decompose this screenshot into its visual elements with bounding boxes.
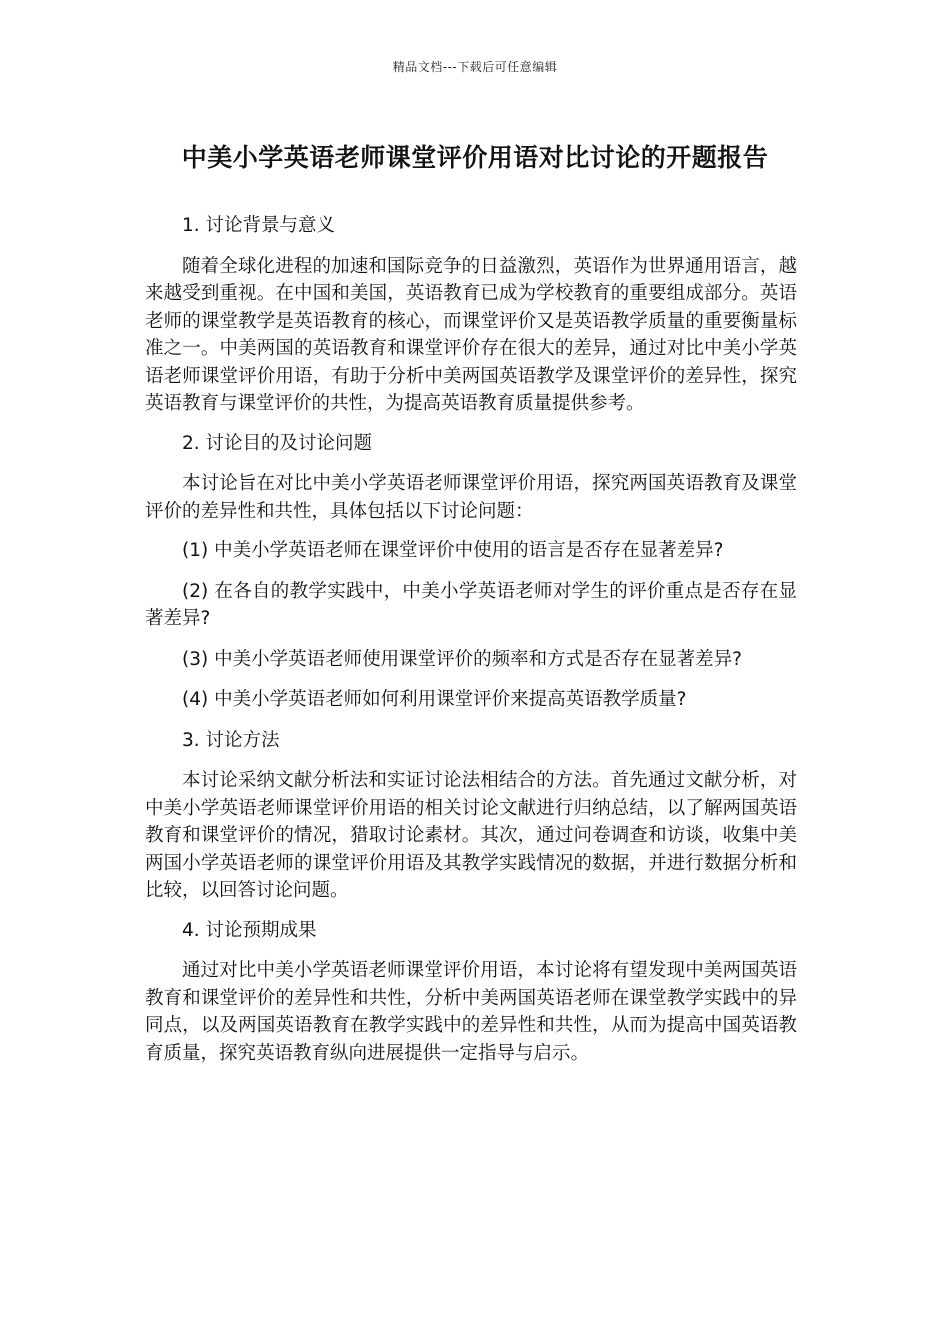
section-heading-methods: 3. 讨论方法 xyxy=(182,729,280,751)
paragraph-methods: 本讨论采纳文献分析法和实证讨论法相结合的方法。首先通过文献分析，对中美小学英语老师课堂评价用语的相关讨论文献进行归纳总结，以了解两国英语教育和课堂评价的情况，猎取讨论素材。其次，通过问卷调查和访谈，收集中美两国小学英语老师的课堂评价用语及其教学实践情况的数据，并进行数据分析和比较，以回答讨论问题。 xyxy=(145,770,797,901)
research-question-1: (1) 中美小学英语老师在课堂评价中使用的语言是否存在显著差异? xyxy=(182,540,724,561)
section-heading-objectives: 2. 讨论目的及讨论问题 xyxy=(182,432,373,454)
document-title: 中美小学英语老师课堂评价用语对比讨论的开题报告 xyxy=(181,143,769,172)
paragraph-outcomes: 通过对比中美小学英语老师课堂评价用语，本讨论将有望发现中美两国英语教育和课堂评价的差异性和共性，分析中美两国英语老师在课堂教学实践中的异同点，以及两国英语教育在教学实践中的差异性和共性，从而为提高中国英语教育质量，探究英语教育纵向进展提供一定指导与启示。 xyxy=(145,960,797,1064)
page-header-watermark: 精品文档---下载后可任意编辑 xyxy=(392,60,558,74)
section-heading-background: 1. 讨论背景与意义 xyxy=(182,215,336,236)
paragraph-background: 随着全球化进程的加速和国际竞争的日益激烈，英语作为世界通用语言，越来越受到重视。在中国和美国，英语教育已成为学校教育的重要组成部分。英语老师的课堂教学是英语教育的核心，而课堂评价又是英语教学质量的重要衡量标准之一。中美两国的英语教育和课堂评价存在很大的差异，通过对比中美小学英语老师课堂评价用语，有助于分析中美两国英语教学及课堂评价的差异性，探究英语教育与课堂评价的共性，为提高英语教育质量提供参考。 xyxy=(145,255,797,414)
section-heading-outcomes: 4. 讨论预期成果 xyxy=(182,919,317,941)
document-body xyxy=(145,212,797,1079)
paragraph-objectives: 本讨论旨在对比中美小学英语老师课堂评价用语，探究两国英语教育及课堂评价的差异性和共性，具体包括以下讨论问题： xyxy=(145,473,797,522)
research-question-4: (4) 中美小学英语老师如何利用课堂评价来提高英语教学质量? xyxy=(182,689,687,710)
research-question-2: (2) 在各自的教学实践中，中美小学英语老师对学生的评价重点是否存在显著差异? xyxy=(145,580,797,629)
research-question-3: (3) 中美小学英语老师使用课堂评价的频率和方式是否存在显著差异? xyxy=(182,648,742,670)
